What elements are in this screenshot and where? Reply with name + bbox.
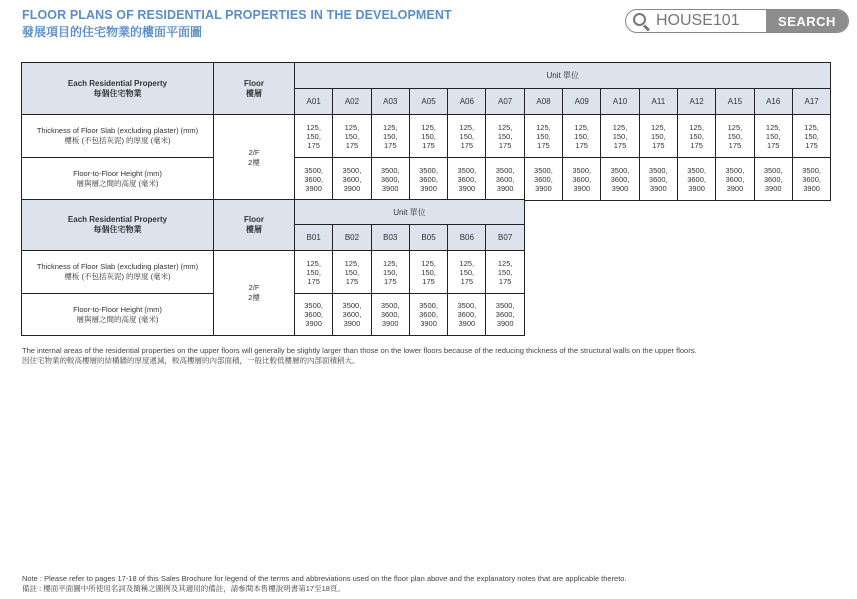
- unit-header: Unit 單位: [295, 63, 831, 89]
- floor-header: Floor 樓層: [214, 200, 295, 251]
- floor-height-cell: 3500, 3600, 3900: [601, 158, 639, 201]
- page-title: FLOOR PLANS OF RESIDENTIAL PROPERTIES IN THE DEVELOPMENT: [22, 8, 452, 22]
- floor-cell: 2/F 2樓: [214, 251, 295, 336]
- footnote: Note : Please refer to pages 17-18 of this Sales Brochure for legend of the terms and abbreviations used on the floor plan above and the explanatory notes that are applicable thereto. 備註 : 樓面平面圖中所使用名詞及簡稱之圖例及其適用的備註，請參閱本售樓說明書第17至18頁。: [22, 574, 627, 593]
- unit-column-header: A10: [601, 89, 639, 115]
- floor-height-cell: 3500, 3600, 3900: [677, 158, 715, 201]
- floor-height-cell: 3500, 3600, 3900: [371, 294, 409, 336]
- unit-column-header: A05: [409, 89, 447, 115]
- unit-column-header: A06: [448, 89, 486, 115]
- unit-column-header: A15: [716, 89, 754, 115]
- floor-height-cell: 3500, 3600, 3900: [448, 294, 486, 336]
- slab-thickness-cell: 125, 150, 175: [677, 115, 715, 158]
- search-button[interactable]: SEARCH: [766, 10, 848, 32]
- unit-column-header: B07: [486, 225, 524, 251]
- floor-height-cell: 3500, 3600, 3900: [563, 158, 601, 201]
- unit-column-header: A12: [677, 89, 715, 115]
- floor-height-cell: 3500, 3600, 3900: [448, 158, 486, 201]
- unit-column-header: A09: [563, 89, 601, 115]
- internal-area-note: The internal areas of the residential properties on the upper floors will generally be slightly larger than those on the lower floors because of the reducing thickness of the structural walls on the upper floors. 因住宅物業的較高樓層的結構牆的厚度遞減，較高樓層的內部面積，一般比較低樓層的內部面積稍大。: [22, 346, 697, 365]
- unit-column-header: A17: [792, 89, 831, 115]
- search-input[interactable]: [654, 10, 766, 31]
- unit-column-header: B02: [333, 225, 371, 251]
- property-header: Each Residential Property 每個住宅物業: [22, 200, 214, 251]
- floor-height-cell: 3500, 3600, 3900: [792, 158, 831, 201]
- floor-height-cell: 3500, 3600, 3900: [639, 158, 677, 201]
- slab-thickness-cell: 125, 150, 175: [601, 115, 639, 158]
- slab-thickness-cell: 125, 150, 175: [448, 115, 486, 158]
- floor-height-cell: 3500, 3600, 3900: [716, 158, 754, 201]
- unit-column-header: A01: [295, 89, 333, 115]
- floor-header: Floor 樓層: [214, 63, 295, 115]
- unit-column-header: A16: [754, 89, 792, 115]
- floor-height-cell: 3500, 3600, 3900: [409, 294, 447, 336]
- slab-thickness-cell: 125, 150, 175: [409, 251, 447, 294]
- slab-thickness-cell: 125, 150, 175: [639, 115, 677, 158]
- floor-height-cell: 3500, 3600, 3900: [754, 158, 792, 201]
- slab-thickness-cell: 125, 150, 175: [333, 115, 371, 158]
- unit-column-header: A02: [333, 89, 371, 115]
- property-header: Each Residential Property 每個住宅物業: [22, 63, 214, 115]
- slab-thickness-cell: 125, 150, 175: [409, 115, 447, 158]
- slab-thickness-cell: 125, 150, 175: [371, 115, 409, 158]
- slab-thickness-cell: 125, 150, 175: [716, 115, 754, 158]
- slab-thickness-cell: 125, 150, 175: [371, 251, 409, 294]
- unit-column-header: A07: [486, 89, 524, 115]
- unit-column-header: A08: [524, 89, 562, 115]
- floor-height-cell: 3500, 3600, 3900: [409, 158, 447, 201]
- floor-cell: 2/F 2樓: [214, 115, 295, 201]
- floor-height-label: Floor-to-Floor Height (mm) 層與層之間的高度 (毫米): [22, 294, 214, 336]
- slab-thickness-label: Thickness of Floor Slab (excluding plaster) (mm) 樓板 (不包括灰泥) 的厚度 (毫米): [22, 251, 214, 294]
- unit-column-header: A11: [639, 89, 677, 115]
- unit-column-header: A03: [371, 89, 409, 115]
- floor-height-cell: 3500, 3600, 3900: [486, 294, 524, 336]
- unit-column-header: B05: [409, 225, 447, 251]
- slab-thickness-cell: 125, 150, 175: [448, 251, 486, 294]
- slab-thickness-cell: 125, 150, 175: [295, 115, 333, 158]
- floor-height-label: Floor-to-Floor Height (mm) 層與層之間的高度 (毫米): [22, 158, 214, 201]
- floor-height-cell: 3500, 3600, 3900: [486, 158, 524, 201]
- unit-column-header: B01: [295, 225, 333, 251]
- slab-thickness-label: Thickness of Floor Slab (excluding plaster) (mm) 樓板 (不包括灰泥) 的厚度 (毫米): [22, 115, 214, 158]
- slab-thickness-cell: 125, 150, 175: [792, 115, 831, 158]
- slab-thickness-cell: 125, 150, 175: [295, 251, 333, 294]
- slab-thickness-cell: 125, 150, 175: [486, 251, 524, 294]
- floor-height-cell: 3500, 3600, 3900: [333, 158, 371, 201]
- floor-spec-table-b: [21, 199, 525, 336]
- unit-column-header: B03: [371, 225, 409, 251]
- floor-height-cell: 3500, 3600, 3900: [295, 158, 333, 201]
- unit-header: Unit 單位: [295, 200, 525, 225]
- slab-thickness-cell: 125, 150, 175: [524, 115, 562, 158]
- search-icon[interactable]: [630, 10, 654, 31]
- slab-thickness-cell: 125, 150, 175: [333, 251, 371, 294]
- search-box: [625, 9, 849, 33]
- floor-spec-table-a: [21, 62, 831, 201]
- page-title-chinese: 發展項目的住宅物業的樓面平面圖: [22, 25, 203, 39]
- slab-thickness-cell: 125, 150, 175: [486, 115, 524, 158]
- unit-column-header: B06: [448, 225, 486, 251]
- slab-thickness-cell: 125, 150, 175: [754, 115, 792, 158]
- slab-thickness-cell: 125, 150, 175: [563, 115, 601, 158]
- floor-height-cell: 3500, 3600, 3900: [333, 294, 371, 336]
- floor-height-cell: 3500, 3600, 3900: [371, 158, 409, 201]
- floor-height-cell: 3500, 3600, 3900: [295, 294, 333, 336]
- floor-height-cell: 3500, 3600, 3900: [524, 158, 562, 201]
